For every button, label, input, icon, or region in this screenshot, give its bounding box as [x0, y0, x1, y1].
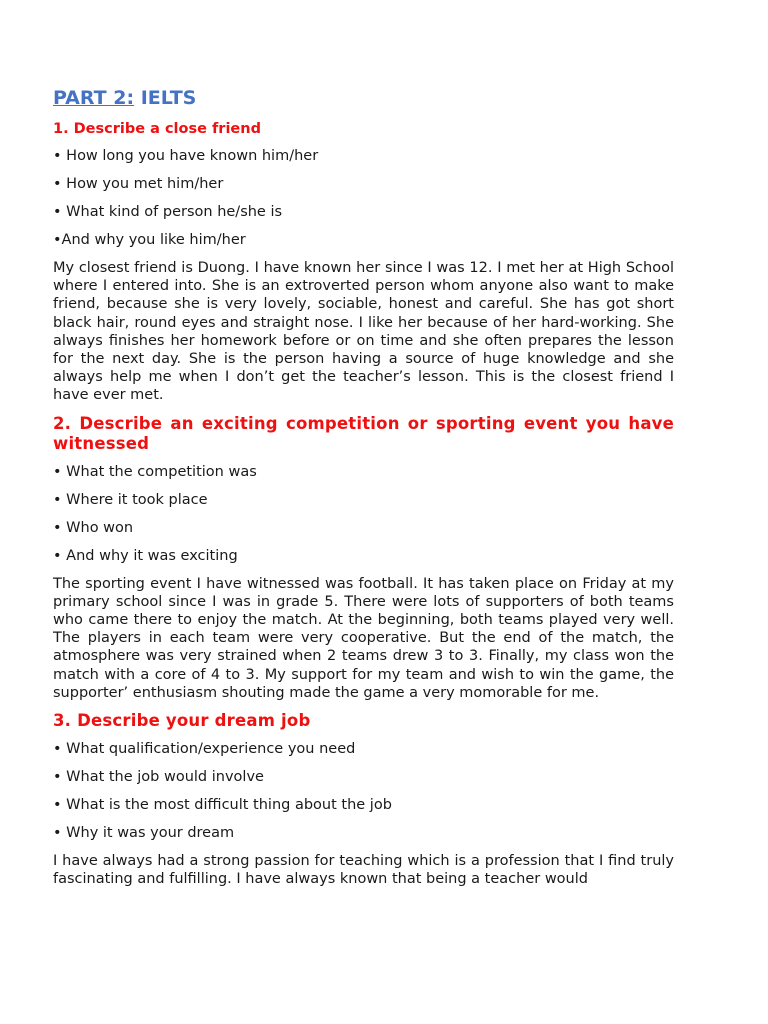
- section-close-friend: [53, 120, 674, 405]
- part-label: PART 2:: [53, 87, 135, 109]
- answer-paragraph: I have always had a strong passion for teaching which is a profession that I find truly fascinating and fulfilling. I have always known that being a teacher would: [53, 853, 674, 888]
- bullet-item: • What is the most difficult thing about the job: [53, 797, 392, 814]
- part-title: IELTS: [140, 87, 197, 109]
- bullet-item: • What the job would involve: [53, 769, 264, 786]
- section-dream-job: [53, 711, 674, 888]
- section-title: 3. Describe your dream job: [53, 711, 311, 731]
- bullet-item: • What kind of person he/she is: [53, 204, 283, 220]
- part-heading: [53, 86, 674, 110]
- bullet-item: • How long you have known him/her: [53, 148, 319, 164]
- bullet-item: • And why it was exciting: [53, 547, 238, 564]
- bullet-item: • Where it took place: [53, 491, 208, 508]
- answer-paragraph: My closest friend is Duong. I have known her since I was 12. I met her at High School where I entered into. She is an extroverted person whom anyone also want to make friend, because she is very lovely, sociable, honest and careful. She has got short black hair, round eyes and straight nose. I like her because of her hard-working. She always finishes her homework before or on time and she often prepares the lesson for the next day. She is the person having a source of huge knowledge and she always help me when I don’t get the teacher’s lesson. This is the closest friend I have ever met.: [53, 260, 674, 404]
- bullet-item: •And why you like him/her: [53, 232, 246, 248]
- section-title: 1. Describe a close friend: [53, 121, 261, 137]
- answer-paragraph: The sporting event I have witnessed was football. It has taken place on Friday at my primary school since I was in grade 5. There were lots of supporters of both teams who came there to enjoy the match. At the beginning, both teams played very well. The players in each team were very cooperative. But the end of the match, the atmosphere was very strained when 2 teams drew 3 to 3. Finally, my class won the match with a core of 4 to 3. My support for my team and wish to win the game, the supporter’ enthusiasm shouting made the game a very momorable for me.: [53, 575, 674, 701]
- bullet-item: • How you met him/her: [53, 176, 224, 192]
- section-sporting-event: [53, 414, 674, 702]
- bullet-item: • What qualification/experience you need: [53, 741, 356, 758]
- document-content: [53, 86, 674, 897]
- section-title: 2. Describe an exciting competition or sporting event you have witnessed: [53, 413, 674, 453]
- bullet-item: • What the competition was: [53, 463, 257, 480]
- bullet-item: • Why it was your dream: [53, 825, 235, 842]
- bullet-item: • Who won: [53, 519, 134, 536]
